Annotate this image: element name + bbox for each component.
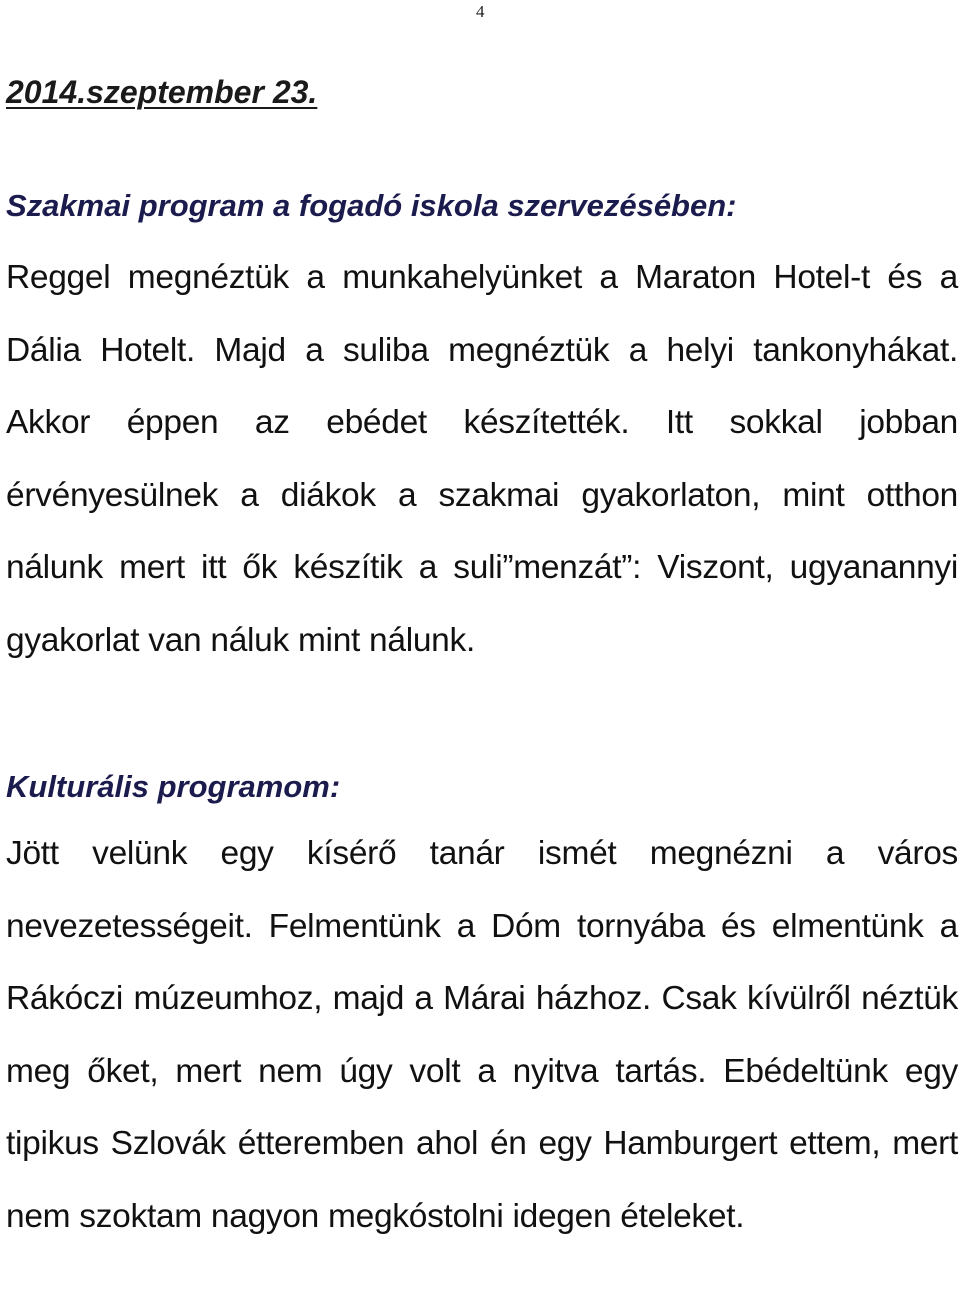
document-date: 2014.szeptember 23. [6, 74, 318, 110]
section-body-cultural-program: Jött velünk egy kísérő tanár ismét megnézni a város nevezetességeit. Felmentünk a Dóm tornyába és elmentünk a Rákóczi múzeumhoz, majd a Márai házhoz. Csak kívülről néztük meg őket, mert nem úgy volt a nyitva tartás. Ebédeltünk egy tipikus Szlovák étteremben ahol én egy Hamburgert ettem, mert nem szoktam nagyon megkóstolni idegen ételeket. [6, 835, 958, 1235]
page-number: 4 [476, 2, 485, 21]
section-body-professional-program: Reggel megnéztük a munkahelyünket a Maraton Hotel-t és a Dália Hotelt. Majd a suliba megnéztük a helyi tankonyhákat. Akkor éppen az ebédet készítették. Itt sokkal jobban érvényesülnek a diákok a szakmai gyakorlaton, mint otthon nálunk mert itt ők készítik a suli”menzát”: Viszont, ugyanannyi gyakorlat van náluk mint nálunk. [6, 259, 958, 659]
section-title-professional-program: Szakmai program a fogadó iskola szervezésében: [6, 188, 737, 223]
section-title-cultural-program: Kulturális programom: [6, 769, 341, 804]
